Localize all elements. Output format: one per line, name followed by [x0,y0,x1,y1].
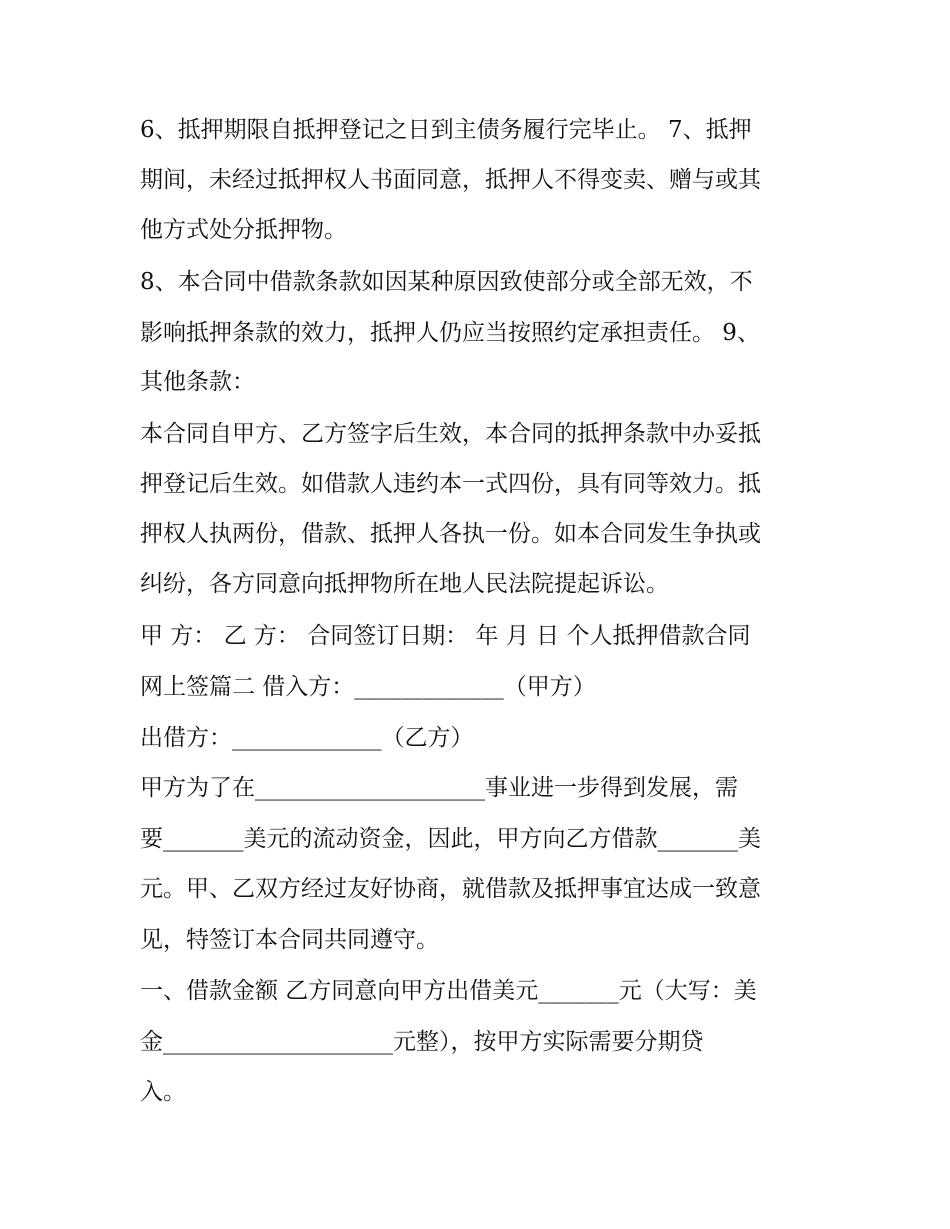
text-line: 入。 [140,1079,186,1105]
text-line: 影响抵押条款的效力，抵押人仍应当按照约定承担责任。 9、 [140,320,760,346]
text-line: 他方式处分抵押物。 [140,217,347,243]
text-line: 一、借款金额 乙方同意向甲方出借美元_______元（大写：美 [140,978,757,1004]
text-line: 见，特签订本合同共同遵守。 [140,927,439,953]
text-line: 押权人执两份，借款、抵押人各执一份。如本合同发生争执或 [140,521,761,547]
text-line: 6、抵押期限自抵押登记之日到主债务履行完毕止。 7、抵押 [140,117,752,143]
text-line: 甲方为了在____________________事业进一步得到发展，需 [140,775,738,801]
text-line: 出借方：_____________（乙方） [140,725,474,751]
text-line: 元。甲、乙双方经过友好协商，就借款及抵押事宜达成一致意 [140,876,761,902]
text-line: 期间，未经过抵押权人书面同意，抵押人不得变卖、赠与或其 [140,167,761,193]
text-line: 8、本合同中借款条款如因某种原因致使部分或全部无效，不 [140,269,753,295]
text-line: 甲 方： 乙 方： 合同签订日期： 年 月 日 个人抵押借款合同 [140,623,751,649]
text-line: 其他条款： [140,369,255,395]
text-line: 要_______美元的流动资金，因此，甲方向乙方借款_______美 [140,826,761,852]
text-line: 金____________________元整），按甲方实际需要分期贷 [140,1029,704,1055]
text-line: 纠纷，各方同意向抵押物所在地人民法院提起诉讼。 [140,571,669,597]
text-line: 本合同自甲方、乙方签字后生效，本合同的抵押条款中办妥抵 [140,421,761,447]
text-line: 押登记后生效。如借款人违约本一式四份，具有同等效力。抵 [140,471,761,497]
text-line: 网上签篇二 借入方：_____________（甲方） [140,674,596,700]
